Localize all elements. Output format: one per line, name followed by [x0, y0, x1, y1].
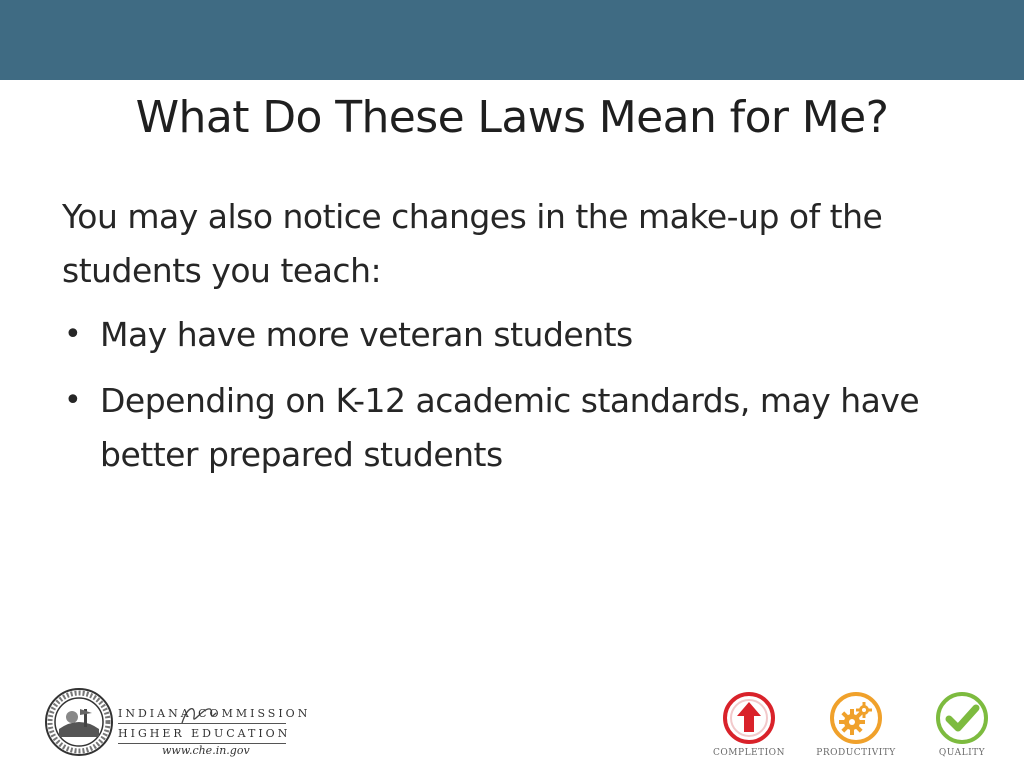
indiana-state-seal-icon [44, 687, 114, 757]
metric-completion [694, 690, 804, 760]
checkmark-icon [934, 690, 990, 746]
bullet-dot: • [64, 383, 82, 418]
logo-url: www.che.in.gov [162, 744, 250, 757]
bullet-text: May have more veteran students [100, 315, 633, 354]
bullet-item [62, 374, 962, 482]
up-arrow-icon [721, 690, 777, 746]
gear-icon [828, 690, 884, 746]
logo-line-2: HIGHER EDUCATION [118, 727, 291, 740]
intro-paragraph: You may also notice changes in the make-up of the students you teach: [62, 197, 883, 290]
metric-productivity [801, 690, 911, 760]
bullet-list [62, 308, 962, 482]
header-bar [0, 0, 1024, 80]
metric-label: PRODUCTIVITY [816, 748, 896, 758]
logo-divider [118, 723, 286, 724]
slide-title: What Do These Laws Mean for Me? [135, 92, 889, 143]
che-logo [118, 703, 311, 763]
slide-body [62, 190, 962, 494]
bullet-dot: • [64, 317, 82, 352]
metric-label: COMPLETION [713, 748, 785, 758]
bullet-item [62, 308, 962, 362]
metric-quality [907, 690, 1017, 760]
bullet-text: Depending on K-12 academic standards, may have better prepared students [100, 381, 920, 474]
metric-label: QUALITY [938, 748, 986, 758]
logo-line-1: INDIANA COMMISSION [118, 707, 311, 720]
